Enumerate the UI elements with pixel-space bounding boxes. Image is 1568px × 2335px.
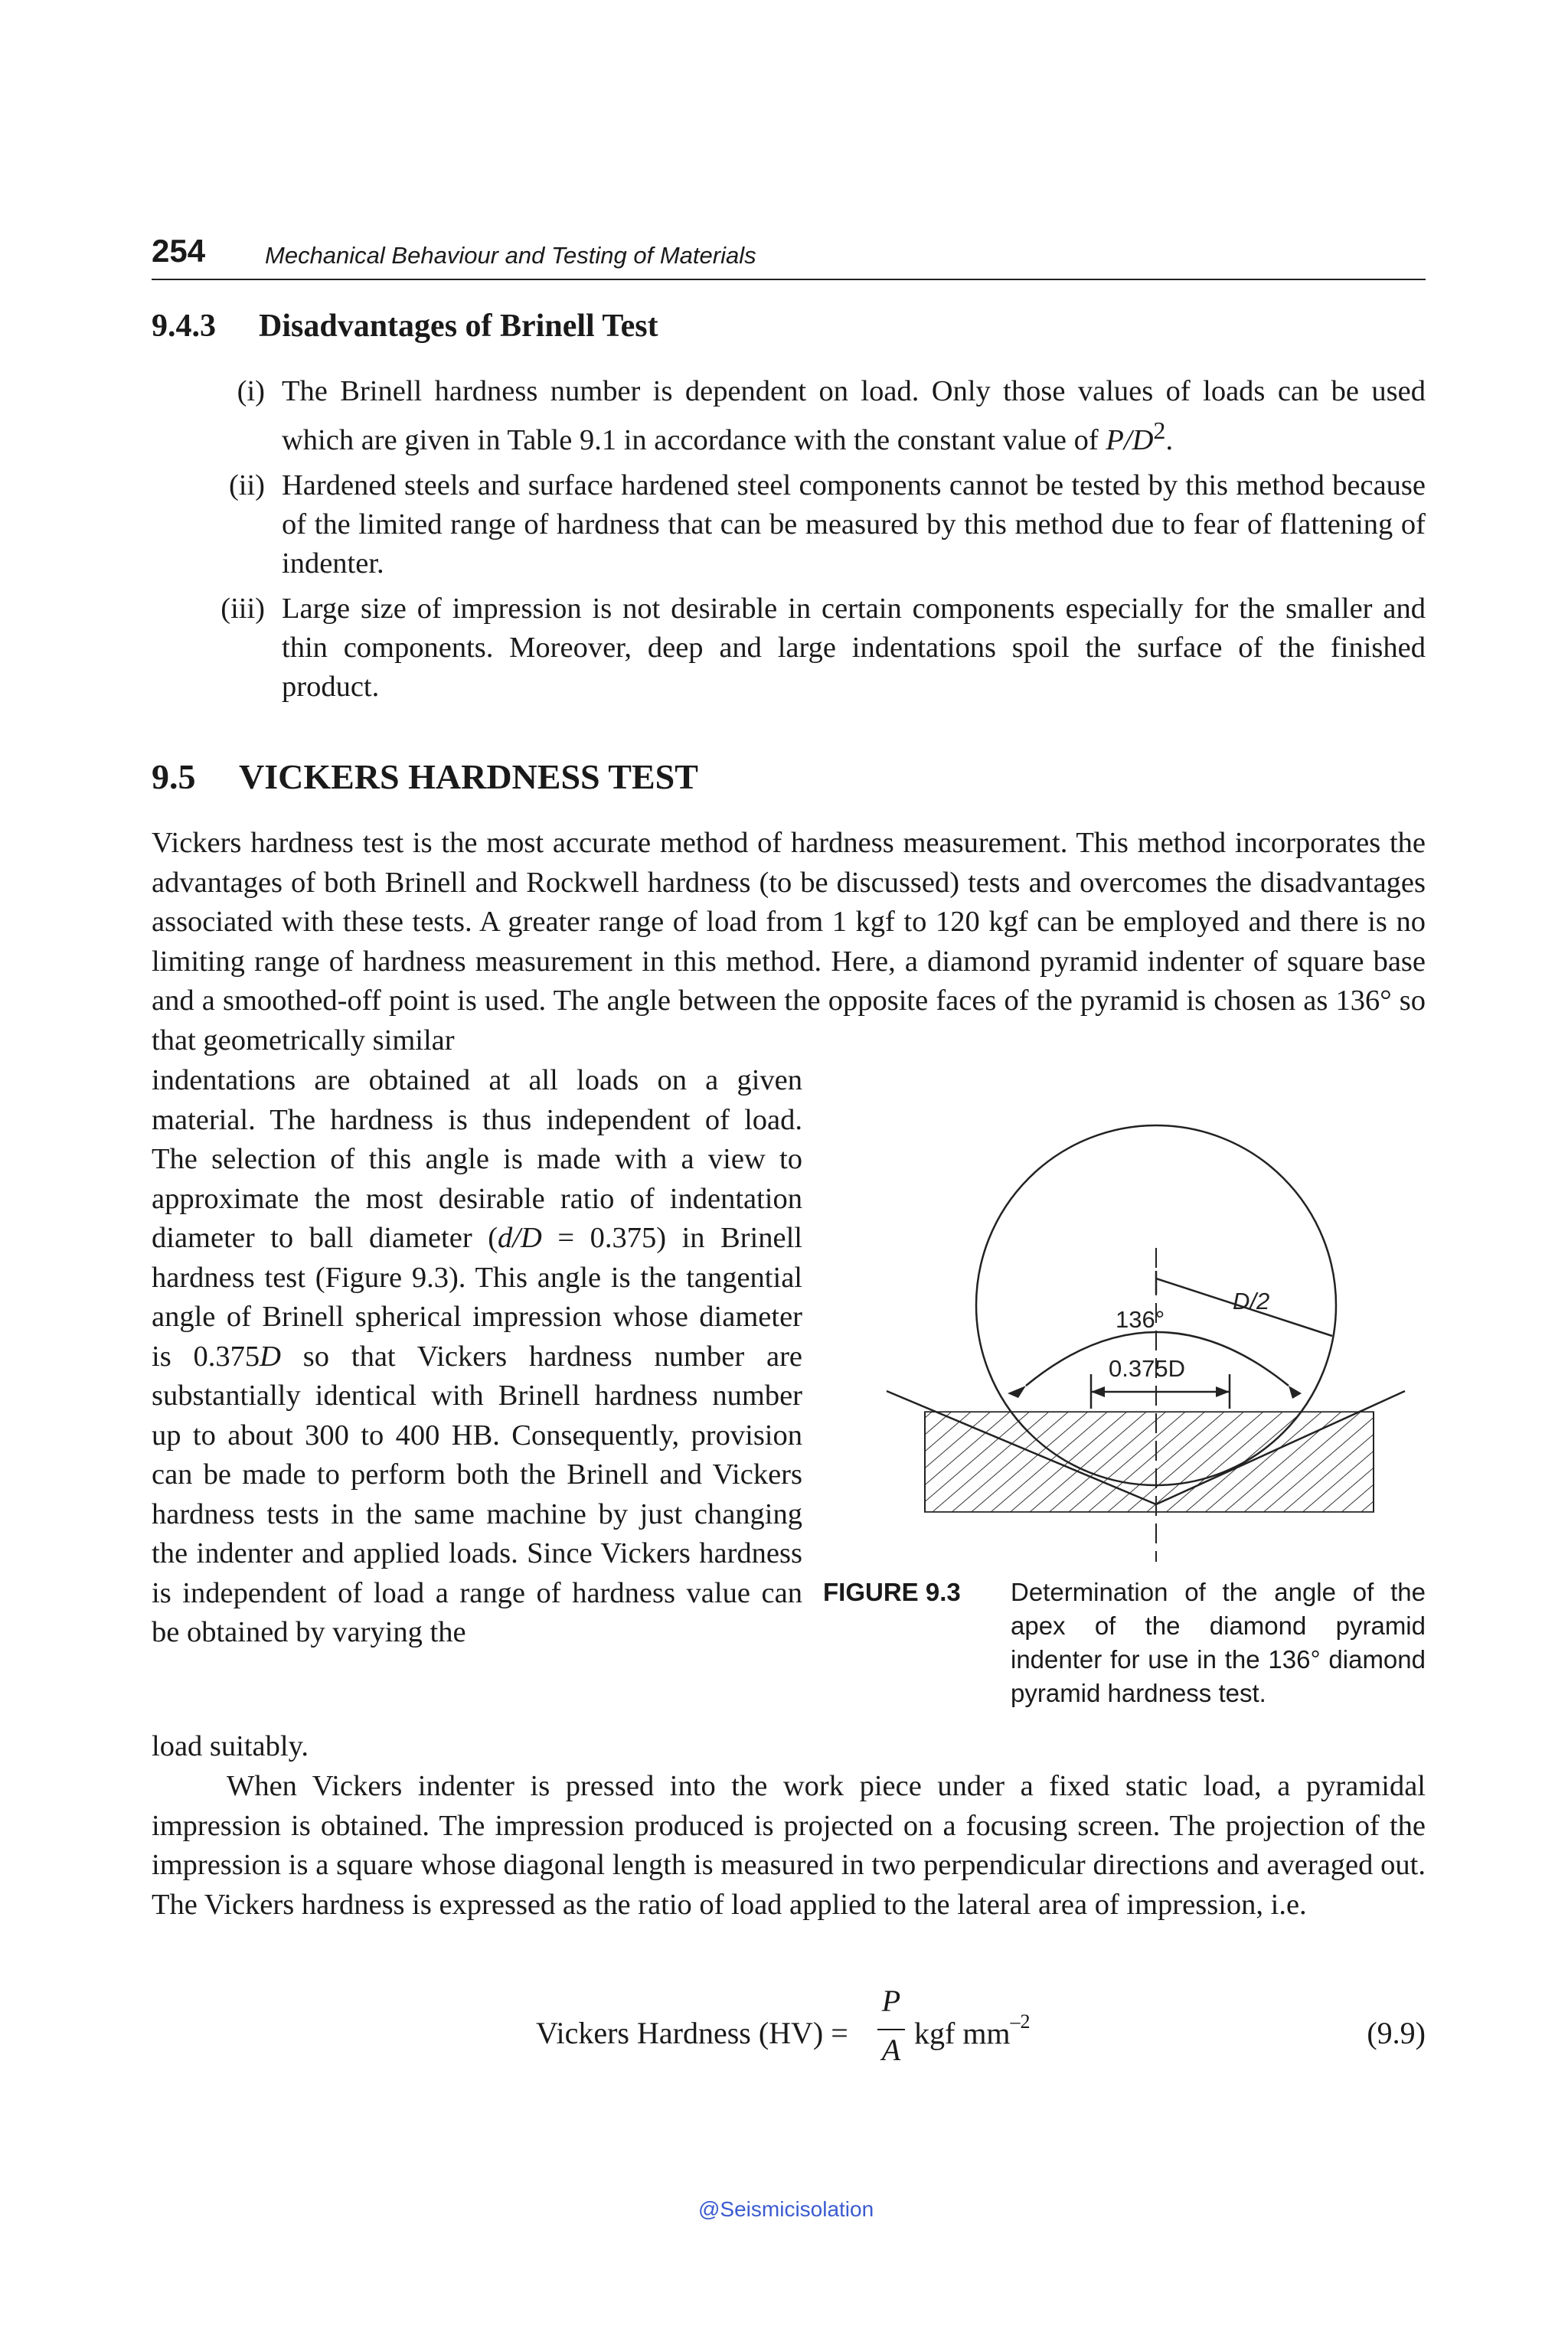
fraction-denominator: A: [881, 2033, 901, 2067]
section-title: VICKERS HARDNESS TEST: [239, 757, 698, 796]
equation-lhs: Vickers Hardness (HV) =: [536, 2016, 848, 2050]
running-header: [152, 230, 1426, 280]
running-title: Mechanical Behaviour and Testing of Materials: [265, 242, 756, 269]
list-item: [152, 589, 1426, 707]
diameter-arrow-left: [1091, 1386, 1105, 1397]
diameter-label: 0.375D: [1109, 1355, 1185, 1382]
section-number: 9.5: [152, 757, 196, 796]
list-item-text: Hardened steels and surface hardened steel components cannot be tested by this method because of the limited range of hardness that can be measured by this method due to fear of flattening of indenter.: [282, 469, 1426, 580]
diameter-symbol: D: [260, 1340, 281, 1373]
list-item-text: The Brinell hardness number is dependent on load. Only those values of loads can be used which are given in Table 9.1 in accordance with the constant value of: [282, 375, 1426, 456]
paragraph-wrapped: [152, 1061, 802, 1653]
subsection-number: 9.4.3: [152, 309, 216, 344]
equation-number: (9.9): [1367, 2016, 1426, 2050]
units-exponent: –2: [1010, 2010, 1031, 2033]
specimen-block: [925, 1412, 1374, 1512]
indenter-diagram: [842, 1072, 1439, 1562]
list-item: [152, 466, 1426, 583]
fraction-bar: [877, 2029, 905, 2030]
list-marker: (iii): [220, 592, 265, 625]
equation-9-9: [536, 1983, 1426, 2075]
equation-units: [914, 2010, 1031, 2051]
fraction-numerator: P: [881, 1984, 901, 2018]
list-item-end: .: [1165, 423, 1174, 456]
list-marker: (ii): [228, 469, 265, 501]
list-item-text: Large size of impression is not desirable in certain components especially for the smaller and thin components. Moreover, deep and large indentations spoil the surface of the finished product.: [282, 592, 1426, 703]
caption-text: Determination of the angle of the apex of the diamond pyramid indenter for use in the 136° diamond pyramid hardness test.: [1011, 1578, 1426, 1707]
text-run: indentations are obtained at all loads on a given material. The hardness is thus independent of load. The selection of this angle is made with a view to approximate the most desirable ratio of indentation diameter to ball diameter (: [152, 1064, 802, 1254]
units-text: kgf mm: [914, 2016, 1011, 2051]
disadvantages-list: [152, 372, 1426, 713]
ratio-exponent: 2: [1153, 416, 1166, 444]
ratio-symbol: d/D: [498, 1222, 542, 1254]
subsection-title: Disadvantages of Brinell Test: [259, 309, 658, 344]
section-heading: [152, 756, 698, 797]
list-marker: (i): [237, 375, 265, 407]
watermark: @Seismicisolation: [698, 2197, 874, 2221]
arrow-left: [1008, 1386, 1026, 1398]
caption-label: FIGURE 9.3: [823, 1578, 961, 1606]
paragraph-intro: Vickers hardness test is the most accurate method of hardness measurement. This method incorporates the advantages of both Brinell and Rockwell hardness (to be discussed) tests and overcomes the disadvantages associated with these tests. A greater range of load from 1 kgf to 120 kgf can be employed and there is no limiting range of hardness measurement in this method. Here, a diamond pyramid indenter of square base and a smoothed-off point is used. The angle between the opposite faces of the pyramid is chosen as 136° so that geometrically similar: [152, 827, 1426, 1056]
page-number: 254: [152, 233, 206, 269]
paragraph-tail: load suitably.: [152, 1730, 309, 1762]
text-run: = 0.375) in Brinell hardness test (Figure 9.3). This angle is the tangential angle of Brinell spherical impression whose diameter is 0.375: [152, 1222, 802, 1373]
arrow-right: [1289, 1386, 1302, 1399]
ratio-symbol: P/D: [1106, 423, 1154, 456]
diameter-arrow-right: [1216, 1386, 1230, 1397]
text-run: so that Vickers hardness number are substantially identical with Brinell hardness number up to about 300 to 400 HB. Consequently, provision can be made to perform both the Brinell and Vickers hardness tests in the same machine by just changing the indenter and applied loads. Since Vickers hardness is independent of load a range of hardness value can be obtained by varying the: [152, 1340, 802, 1648]
angle-label: 136°: [1116, 1306, 1165, 1333]
figure-9-3: [842, 1072, 1439, 1562]
subsection-heading: [152, 308, 658, 345]
paragraph-impression: When Vickers indenter is pressed into the work piece under a fixed static load, a pyramidal impression is obtained. The impression produced is projected on a focusing screen. The projection of the impression is a square whose diagonal length is measured in two perpendicular directions and averaged out. The Vickers hardness is expressed as the ratio of load applied to the lateral area of impression, i.e.: [152, 1770, 1426, 1921]
radius-label: D/2: [1233, 1288, 1270, 1314]
list-item: [152, 372, 1426, 460]
